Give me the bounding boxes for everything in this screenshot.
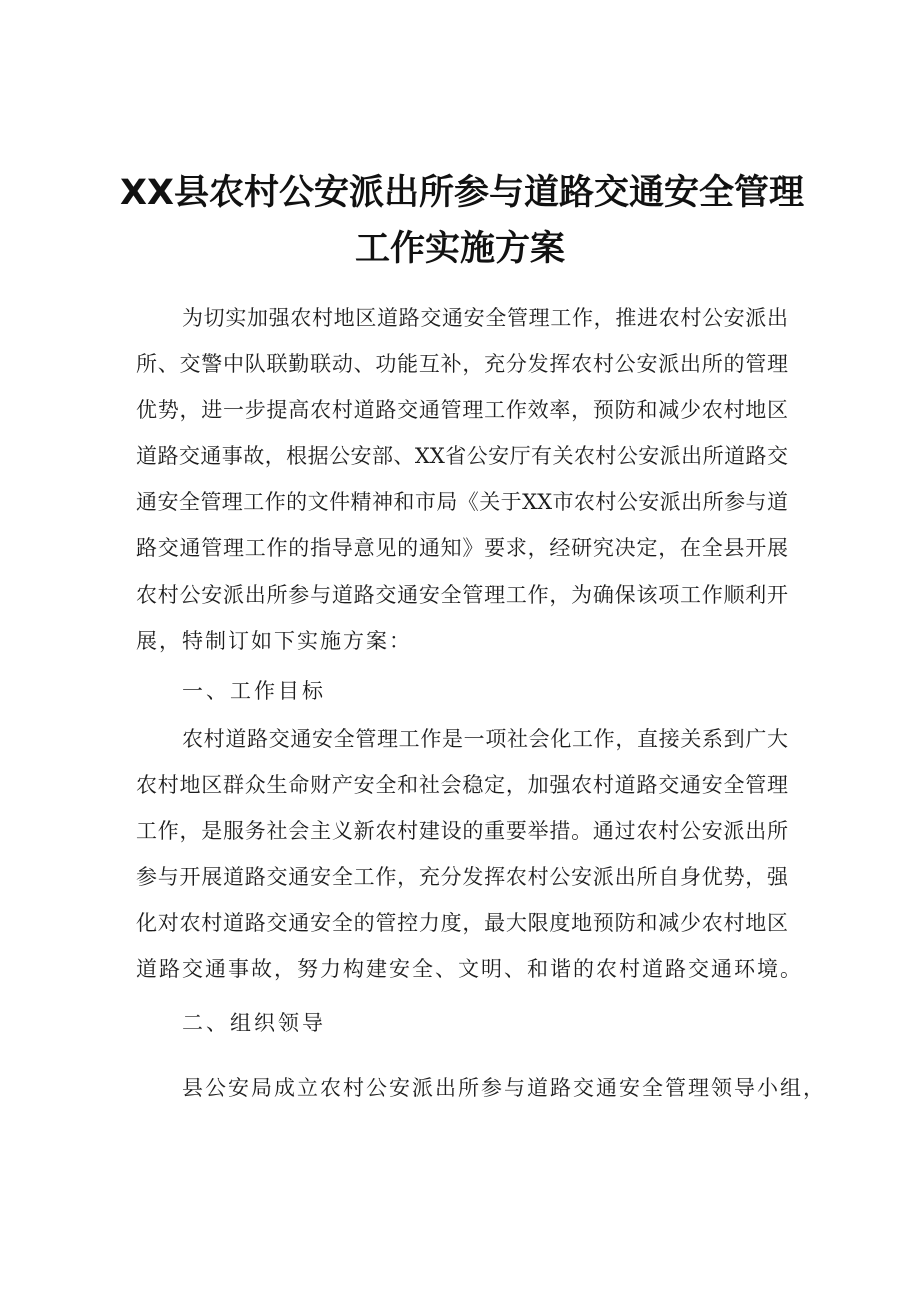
paragraph-1-line-3: 优势，进一步提高农村道路交通管理工作效率，预防和减少农村地区 — [136, 398, 788, 422]
paragraph-2-line-4: 参与开展道路交通安全工作，充分发挥农村公安派出所自身优势，强 — [136, 865, 788, 889]
paragraph-1-line-5: 通安全管理工作的文件精神和市局《关于XX市农村公安派出所参与道 — [136, 490, 788, 514]
document-title-line-2: 工作实施方案 — [354, 229, 565, 269]
paragraph-2-line-3: 工作，是服务社会主义新农村建设的重要举措。通过农村公安派出所 — [136, 819, 788, 843]
paragraph-1-line-8: 展，特制订如下实施方案： — [136, 629, 412, 653]
paragraph-2-line-6: 道路交通事故，努力构建安全、文明、和谐的农村道路交通环境。 — [136, 957, 803, 981]
document-title-line-1: XX县农村公安派出所参与道路交通安全管理 — [120, 173, 804, 213]
section-heading-2: 二、组织领导 — [182, 1011, 326, 1035]
paragraph-2-line-5: 化对农村道路交通安全的管控力度，最大限度地预防和减少农村地区 — [136, 911, 788, 935]
section-heading-1: 一、工作目标 — [182, 679, 326, 703]
paragraph-1-line-2: 所、交警中队联勤联动、功能互补，充分发挥农村公安派出所的管理 — [136, 352, 788, 376]
paragraph-1-line-7: 农村公安派出所参与道路交通安全管理工作，为确保该项工作顺利开 — [136, 583, 788, 607]
paragraph-2-line-1: 农村道路交通安全管理工作是一项社会化工作，直接关系到广大 — [182, 727, 788, 751]
paragraph-1-line-4: 道路交通事故，根据公安部、XX省公安厅有关农村公安派出所道路交 — [136, 444, 788, 468]
paragraph-1-line-1: 为切实加强农村地区道路交通安全管理工作，推进农村公安派出 — [182, 306, 788, 330]
paragraph-2-line-2: 农村地区群众生命财产安全和社会稳定，加强农村道路交通安全管理 — [136, 773, 788, 797]
paragraph-1-line-6: 路交通管理工作的指导意见的通知》要求，经研究决定，在全县开展 — [136, 536, 788, 560]
paragraph-3-line-1: 县公安局成立农村公安派出所参与道路交通安全管理领导小组， — [182, 1076, 826, 1100]
